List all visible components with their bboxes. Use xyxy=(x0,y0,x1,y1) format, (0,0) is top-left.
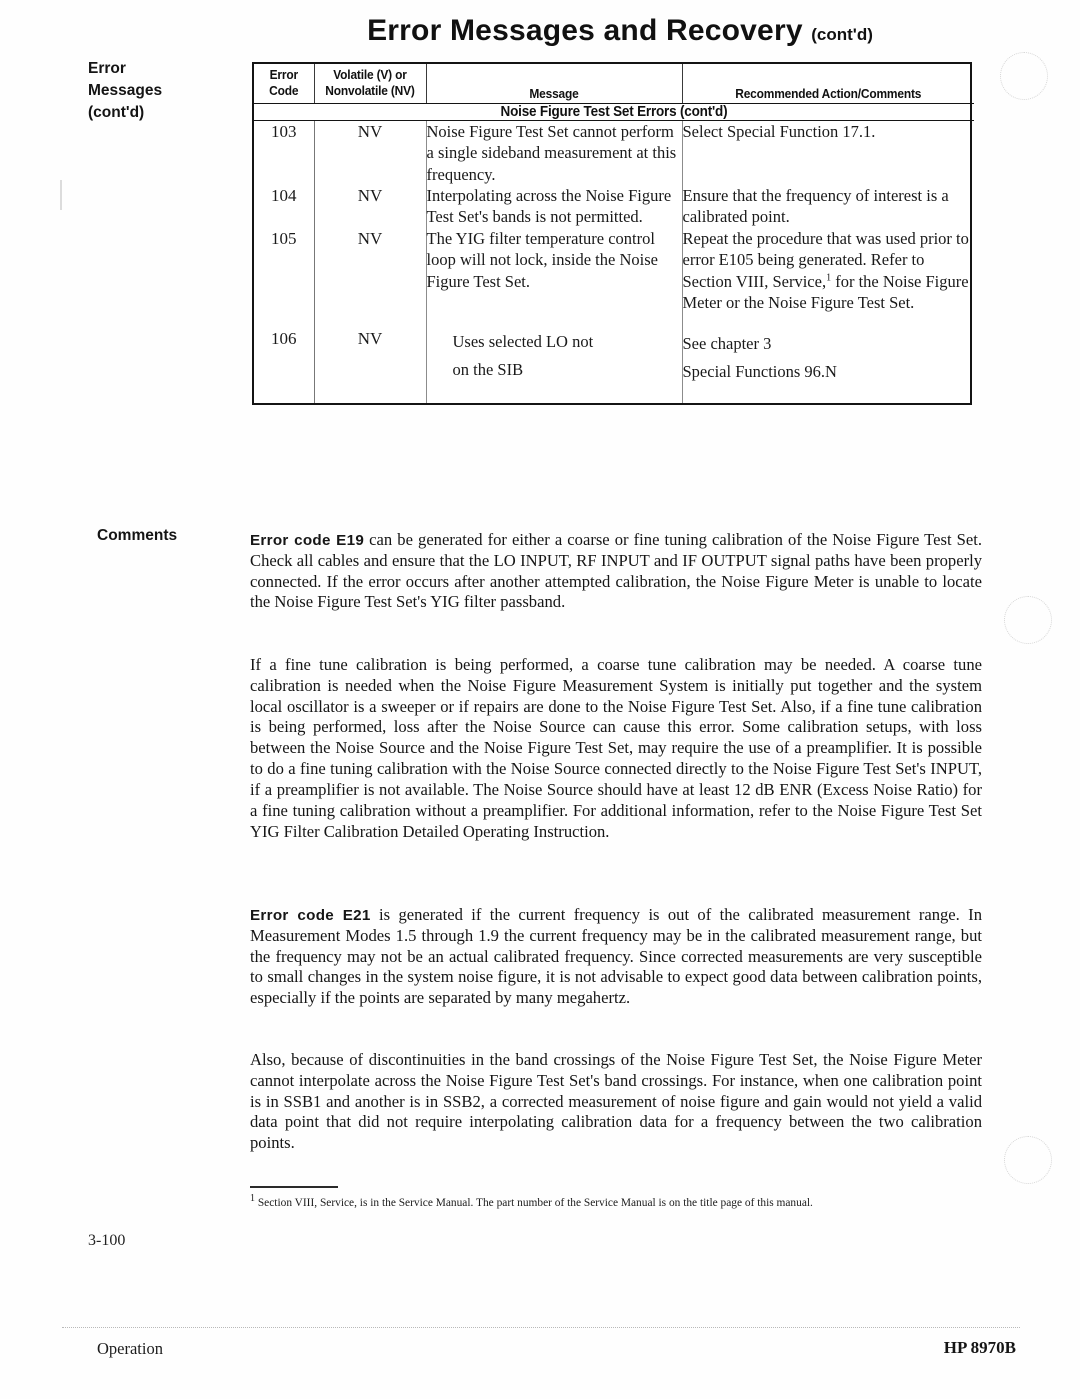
table-header-row xyxy=(254,64,974,103)
table-row xyxy=(254,185,974,228)
cell-message-line-1: Uses selected LO not xyxy=(452,331,594,351)
cell-message: Interpolating across the Noise Figure Test Set's bands is not permitted. xyxy=(426,185,682,228)
paragraph-e21-text: is generated if the current frequency is out of the calibrated measurement range. In Measurement Modes 1.5 through 1.9 the current frequency may be in the calibrated measurement range, but the frequency may not be an actual calibrated frequency. Since corrected measurements are very susceptible to small changes in the system noise figure, it is not advisable to expect good data between calibration points, especially if the points are separated by many megahertz. xyxy=(250,905,982,1008)
cell-message xyxy=(426,314,682,404)
paragraph-fine-tune-text: If a fine tune calibration is being performed, a coarse tune calibration may be needed. A coarse tune calibration is needed when the Noise Figure Measurement System is initially put together and the system local oscillator is a sweeper or if repairs are done to the Noise Figure Test Set. Also, if a fine tune calibration is being performed, loss after the Noise Source can cause this error. Some calibration setups, with loss between the Noise Source and the Noise Figure Test Set, may require the use of a preamplifier. It is possible to do a fine tuning calibration with the Noise Source connected directly to the Noise Figure Test Set's INPUT, if a preamplifier is not available. The Noise Source should have at least 12 dB ENR (Excess Noise Ratio) for a fine tuning calibration without a preamplifier. For additional information, refer to the Noise Figure Test Set YIG Filter Calibration Detailed Operating Instruction. xyxy=(250,655,982,841)
table-row xyxy=(254,314,974,404)
cell-action: Ensure that the frequency of interest is a calibrated point. xyxy=(682,185,949,227)
cell-error-code: 105 xyxy=(254,228,314,314)
cell-message: The YIG filter temperature control loop will not lock, inside the Noise Figure Test Set. xyxy=(426,228,682,314)
page-title-main: Error Messages and Recovery xyxy=(367,14,803,47)
cell-action-line-1: See chapter 3 xyxy=(682,333,772,353)
column-header-recommended-action: Recommended Action/Comments xyxy=(694,64,963,103)
column-header-message: Message xyxy=(436,64,672,103)
cell-message: Noise Figure Test Set cannot perform a single sideband measurement at this frequency. xyxy=(426,120,682,185)
cell-action xyxy=(682,314,974,404)
cell-volatility: NV xyxy=(314,185,426,228)
table-row xyxy=(254,120,974,185)
page-number: 3-100 xyxy=(88,1232,126,1249)
cell-action: Select Special Function 17.1. xyxy=(682,121,876,141)
column-header-volatility-line1: Volatile (V) or xyxy=(333,66,407,82)
footnote-marker-ref: 1 xyxy=(826,272,832,284)
cell-error-code: 106 xyxy=(254,314,314,404)
cell-action-line-2: Special Functions 96.N xyxy=(682,362,837,382)
cell-action xyxy=(682,228,974,314)
table-section-band-text: Noise Figure Test Set Errors (cont'd) xyxy=(500,103,728,120)
column-header-volatility xyxy=(318,64,421,103)
footnote-body: Section VIII, Service, is in the Service Manual. The part number of the Service Manual is on the title page of this manual. xyxy=(255,1197,813,1209)
paragraph-error-code-e19 xyxy=(250,530,982,613)
table-section-band-row xyxy=(254,103,974,120)
paragraph-e21-lead: Error code E21 xyxy=(250,907,371,924)
table-row xyxy=(254,228,974,314)
cell-volatility: NV xyxy=(314,228,426,314)
paragraph-band-crossings-text: Also, because of discontinuities in the band crossings of the Noise Figure Test Set, the Noise Figure Meter cannot interpolate across the Noise Figure Test Set's band crossings. For instance, when one calibration point is in SSB1 and another is in SSB2, a corrected measurement of noise figure and gain would not yield a valid data point that did not require interpolating calibration data for a frequency between the two calibration points. xyxy=(250,1050,982,1153)
sidebar-heading-line-1: Error xyxy=(88,60,126,77)
footer-divider xyxy=(62,1327,1020,1329)
column-header-error-code xyxy=(256,64,311,103)
scan-edge-artifact xyxy=(60,180,62,210)
cell-action-text-pre: Repeat the procedure that was used prior to error E105 being generated. Refer to Section VIII, Service, xyxy=(682,228,969,291)
column-header-error-code-line1: Error xyxy=(269,66,298,82)
sidebar-heading-line-2: Messages xyxy=(88,82,163,99)
paragraph-error-code-e21 xyxy=(250,905,982,1009)
cell-volatility: NV xyxy=(314,314,426,404)
hole-punch-mark-icon xyxy=(1000,52,1048,100)
paragraph-e19-lead: Error code E19 xyxy=(250,532,365,549)
error-code-table xyxy=(252,62,972,405)
page-title-contd: (cont'd) xyxy=(811,25,873,44)
page-title xyxy=(250,14,990,48)
hole-punch-mark-icon xyxy=(1004,1136,1052,1184)
footnote xyxy=(250,1193,988,1211)
column-header-volatility-line2: Nonvolatile (NV) xyxy=(325,83,415,99)
hole-punch-mark-icon xyxy=(1004,596,1052,644)
cell-message-line-2: on the SIB xyxy=(452,360,524,380)
sidebar-heading-error-messages xyxy=(88,58,162,124)
table-section-band xyxy=(254,103,974,120)
footnote-divider xyxy=(250,1186,338,1188)
cell-error-code: 104 xyxy=(254,185,314,228)
paragraph-e19-text: can be generated for either a coarse or fine tuning calibration of the Noise Figure Test Set. Check all cables and ensure that the LO INPUT, RF INPUT and IF OUTPUT signal paths have been properly connected. If the error occurs after another attempted calibration, the Noise Figure Meter is unable to locate the Noise Figure Test Set's YIG filter passband. xyxy=(250,530,983,612)
cell-action-text-post: for the Noise Figure Meter or the Noise Figure Test Set. xyxy=(682,271,969,313)
paragraph-band-crossings xyxy=(250,1050,982,1154)
sidebar-heading-line-3: (cont'd) xyxy=(88,104,145,121)
column-header-error-code-line2: Code xyxy=(269,83,299,99)
footer-section-label: Operation xyxy=(97,1339,163,1358)
footnote-marker: 1 xyxy=(250,1193,255,1205)
sidebar-heading-comments: Comments xyxy=(97,527,178,544)
footer-model-label: HP 8970B xyxy=(943,1338,1016,1357)
cell-error-code: 103 xyxy=(254,120,314,185)
cell-volatility: NV xyxy=(314,120,426,185)
paragraph-fine-tune-calibration xyxy=(250,655,982,842)
